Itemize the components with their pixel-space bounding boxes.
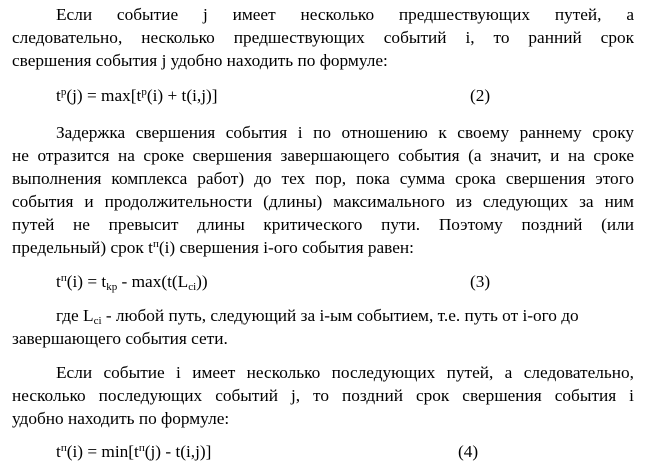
paragraph-3-line-1: где $L_{ci}$ - любой путь, следующий за i-ым событием, т.е. путь от i-ого до (56, 306, 579, 327)
paragraph-4-line-3: удобно находить по формуле: (12, 409, 230, 428)
paragraph-1-line-3: свершения события j удобно находить по формуле: (12, 51, 388, 70)
formula-2: $t^p(j) = \max[t^p(i) + t(i,j)]$ (56, 86, 218, 105)
paragraph-2-line-5: путей не превысит длины критического пути. Поэтому поздний (или (12, 215, 634, 234)
equation-number-2: (2) (470, 86, 491, 105)
paragraph-4-line-1: Если событие i имеет несколько последующих путей, а следовательно, (56, 363, 634, 382)
paragraph-3-line-2: завершающего события сети. (12, 329, 228, 348)
equation-number-3: (3) (470, 272, 491, 291)
equation-number-4: (4) (458, 442, 479, 461)
paragraph-2-line-6: предельный) срок $t^п(i)$ свершения i-ого события равен: (12, 238, 414, 257)
paragraph-2-line-4: события и продолжительности (длины) максимального из следующих за ним (12, 192, 634, 211)
paragraph-4-line-2: несколько последующих событий j, то поздний срок свершения события i (12, 386, 634, 405)
formula-4: $t^п(i) = \min[t^п(j) - t(i,j)]$ (56, 442, 212, 461)
paragraph-2-line-1: Задержка свершения события i по отношению к своему раннему сроку (56, 123, 634, 142)
paragraph-1-line-1: Если событие j имеет несколько предшествующих путей, а (56, 5, 634, 24)
formula-3: $t^п(i) = t_{kp} - \max(t(L_{ci}))$ (56, 272, 208, 293)
paragraph-1-line-2: следовательно, несколько предшествующих событий i, то ранний срок (12, 28, 634, 47)
paragraph-2-line-2: не отразится на сроке свершения завершающего события (а значит, и на сроке (12, 146, 634, 165)
paragraph-2-line-3: выполнения комплекса работ) до тех пор, пока сумма срока свершения этого (12, 169, 634, 188)
